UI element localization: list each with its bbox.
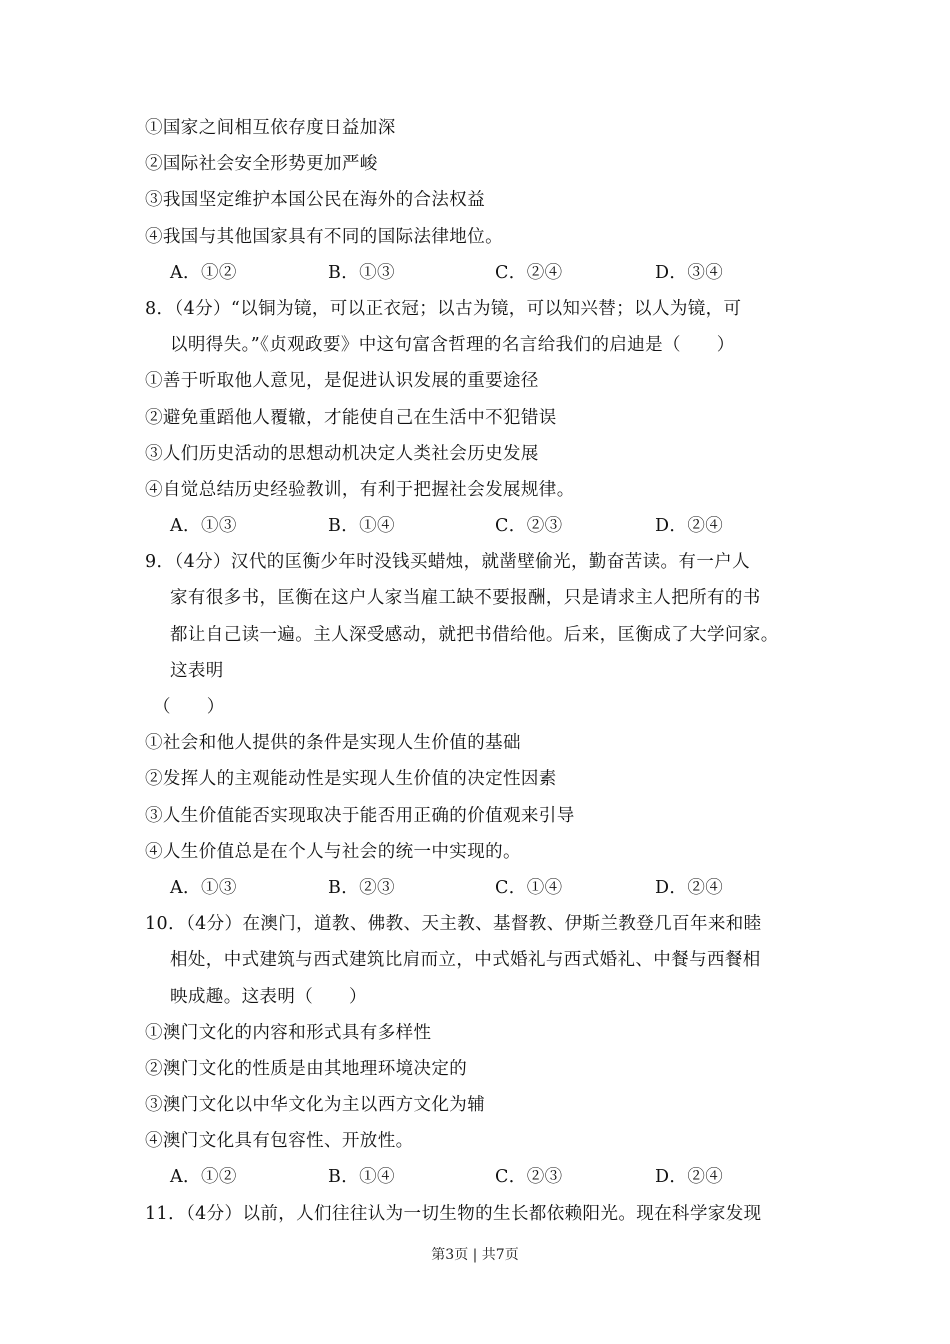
statement: ④澳门文化具有包容性、开放性。 [145,1131,414,1152]
statement: ③人们历史活动的思想动机决定人类社会历史发展 [145,443,539,464]
statement: ③人生价值能否实现取决于能否用正确的价值观来引导 [145,805,575,826]
statement: ①国家之间相互依存度日益加深 [145,118,396,138]
question-stem: 8．（4分）“以铜为镜，可以正衣冠；以古为镜，可以知兴替；以人为镜，可 [145,298,742,319]
statement: ①社会和他人提供的条件是实现人生价值的基础 [145,733,521,754]
option-c: C．②③ [495,516,563,537]
option-a: A．①② [170,262,237,283]
statement: ④人生价值总是在个人与社会的统一中实现的。 [145,841,521,862]
question-stem: 这表明 [170,660,224,681]
answer-options [145,508,835,544]
answer-options [145,870,835,906]
statement: ②避免重蹈他人覆辙，才能使自己在生活中不犯错误 [145,407,557,428]
statement: ④自觉总结历史经验教训，有利于把握社会发展规律。 [145,479,575,500]
question-stem: 相处，中式建筑与西式建筑比肩而立，中式婚礼与西式婚礼、中餐与西餐相 [170,950,761,971]
option-a: A．①③ [170,877,237,898]
statement: ④我国与其他国家具有不同的国际法律地位。 [145,226,503,247]
question-stem: 11．（4分）以前，人们往往认为一切生物的生长都依赖阳光。现在科学家发现 [145,1203,762,1224]
option-d: D．③④ [655,262,724,283]
answer-options [145,1159,835,1195]
option-a: A．①② [170,1167,237,1188]
option-c: C．②③ [495,1167,563,1188]
option-d: D．②④ [655,516,724,537]
option-b: B．①③ [328,262,395,283]
option-d: D．②④ [655,1167,724,1188]
statement: ①澳门文化的内容和形式具有多样性 [145,1022,432,1043]
page-footer: 第3页 | 共7页 [431,1247,519,1263]
page-content [145,110,835,1232]
statement: ②国际社会安全形势更加严峻 [145,154,378,175]
question-stem: 以明得失。”《贞观政要》中这句富含哲理的名言给我们的启迪是（ ） [170,335,735,356]
option-b: B．①④ [328,516,395,537]
answer-options [145,255,835,291]
question-stem: 映成趣。这表明（ ） [170,986,367,1007]
question-stem: 都让自己读一遍。主人深受感动，就把书借给他。后来，匡衡成了大学问家。 [170,624,779,645]
statement: ③澳门文化以中华文化为主以西方文化为辅 [145,1095,486,1116]
option-c: C．②④ [495,262,563,283]
option-c: C．①④ [495,877,563,898]
question-stem: 10．（4分）在澳门，道教、佛教、天主教、基督教、伊斯兰教登几百年来和睦 [145,914,762,935]
statement: ①善于听取他人意见，是促进认识发展的重要途径 [145,371,539,392]
statement: ②发挥人的主观能动性是实现人生价值的决定性因素 [145,769,557,790]
option-a: A．①③ [170,516,237,537]
statement: ②澳门文化的性质是由其地理环境决定的 [145,1058,468,1079]
question-stem: 9．（4分）汉代的匡衡少年时没钱买蜡烛，就凿壁偷光，勤奋苦读。有一户人 [145,552,751,573]
option-b: B．②③ [328,877,395,898]
option-d: D．②④ [655,877,724,898]
question-stem: 家有很多书，匡衡在这户人家当雇工缺不要报酬，只是请求主人把所有的书 [170,588,761,609]
statement: ③我国坚定维护本国公民在海外的合法权益 [145,190,486,211]
option-b: B．①④ [328,1167,395,1188]
answer-blank: （ ） [153,697,225,717]
